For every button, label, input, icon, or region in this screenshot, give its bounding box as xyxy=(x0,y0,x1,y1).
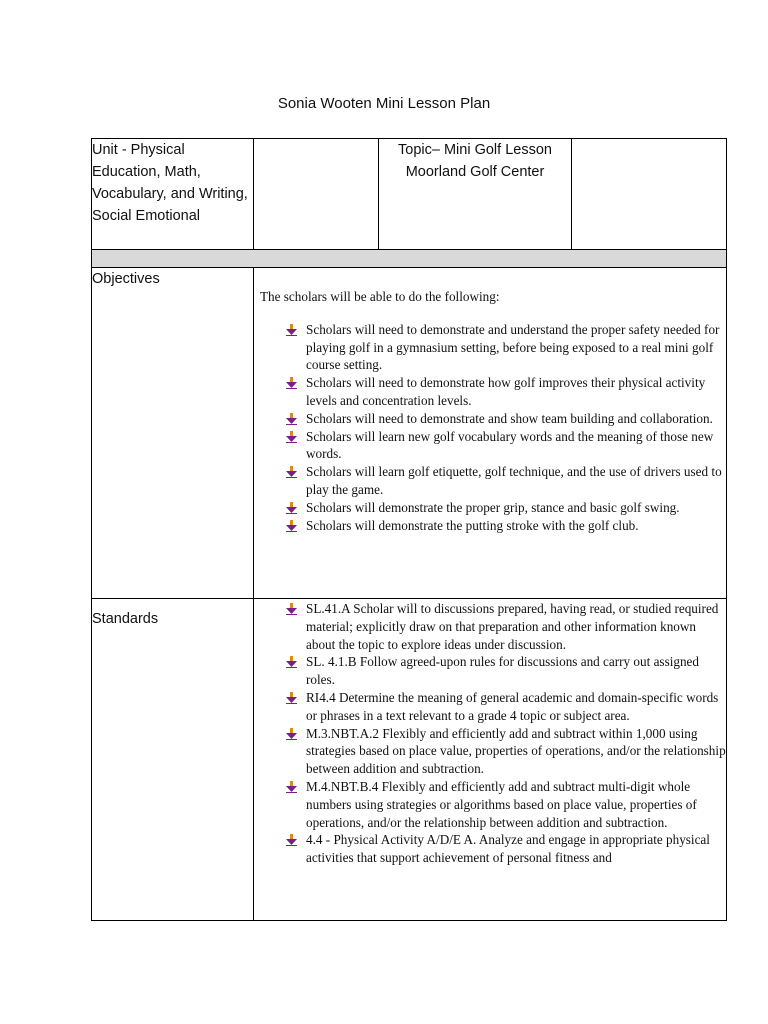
gray-separator-row xyxy=(92,250,727,268)
objectives-row xyxy=(92,268,727,599)
list-item xyxy=(284,463,726,499)
list-item xyxy=(284,321,726,374)
arrow-bullet-icon xyxy=(286,728,297,740)
standards-row xyxy=(92,599,727,921)
document-title: Sonia Wooten Mini Lesson Plan xyxy=(277,95,491,112)
list-item-text: Scholars will demonstrate the proper grip, stance and basic golf swing. xyxy=(306,499,680,515)
objectives-label: Objectives xyxy=(92,268,254,599)
list-item xyxy=(284,517,726,535)
list-item-text: Scholars will need to demonstrate and understand the proper safety needed for playing golf in a gymnasium setting, before being exposed to a real mini golf course setting. xyxy=(306,321,720,373)
arrow-bullet-icon xyxy=(286,466,297,478)
list-item-text: Scholars will need to demonstrate how golf improves their physical activity levels and concentration levels. xyxy=(306,375,706,408)
arrow-bullet-icon xyxy=(286,656,297,668)
list-item xyxy=(284,831,726,867)
arrow-bullet-icon xyxy=(286,520,297,532)
list-item xyxy=(284,428,726,464)
standards-list xyxy=(254,600,726,867)
arrow-bullet-icon xyxy=(286,431,297,443)
list-item-text: SL.41.A Scholar will to discussions prepared, having read, or studied required material; explicitly draw on that preparation and other information known about the topic to explore ideas under discussion. xyxy=(306,601,719,652)
arrow-bullet-icon xyxy=(286,377,297,389)
objectives-content xyxy=(254,268,727,599)
list-item-text: M.4.NBT.B.4 Flexibly and efficiently add and subtract multi-digit whole numbers using strategies or algorithms based on place value, properties of operations, and/or the relationship between addition and subtraction. xyxy=(306,778,697,830)
list-item-text: Scholars will learn golf etiquette, golf technique, and the use of drivers used to play the game. xyxy=(306,464,722,497)
list-item-text: RI4.4 Determine the meaning of general academic and domain-specific words or phrases in a text relevant to a grade 4 topic or subject area. xyxy=(306,689,719,723)
arrow-bullet-icon xyxy=(286,834,297,846)
topic-cell xyxy=(379,139,572,250)
list-item xyxy=(284,410,726,428)
standards-label: Standards xyxy=(92,599,254,921)
header-row xyxy=(92,139,727,250)
arrow-bullet-icon xyxy=(286,692,297,704)
list-item xyxy=(284,600,726,653)
empty-cell-1 xyxy=(254,139,379,250)
topic-line-1: Topic– Mini Golf Lesson xyxy=(398,142,552,158)
list-item xyxy=(284,653,726,689)
list-item-text: 4.4 - Physical Activity A/D/E A. Analyze and engage in appropriate physical activities that support achievement of personal fitness and xyxy=(306,832,710,866)
objectives-intro: The scholars will be able to do the following: xyxy=(260,289,500,304)
arrow-bullet-icon xyxy=(286,413,297,425)
gray-separator xyxy=(92,250,727,268)
list-item-text: Scholars will need to demonstrate and show team building and collaboration. xyxy=(306,410,713,426)
topic-line-2: Moorland Golf Center xyxy=(405,164,545,180)
empty-cell-2 xyxy=(572,139,727,250)
list-item-text: Scholars will demonstrate the putting stroke with the golf club. xyxy=(306,517,639,533)
list-item xyxy=(284,778,726,831)
list-item-text: SL. 4.1.B Follow agreed-upon rules for discussions and carry out assigned roles. xyxy=(306,654,699,688)
unit-cell xyxy=(92,139,254,250)
standards-content xyxy=(254,599,727,921)
list-item xyxy=(284,725,726,778)
list-item xyxy=(284,374,726,410)
lesson-plan-table xyxy=(91,138,727,921)
list-item xyxy=(284,689,726,725)
unit-text: Unit - Physical Education, Math, Vocabulary, and Writing, Social Emotional xyxy=(92,142,248,224)
arrow-bullet-icon xyxy=(286,324,297,336)
arrow-bullet-icon xyxy=(286,603,297,615)
list-item xyxy=(284,499,726,517)
arrow-bullet-icon xyxy=(286,502,297,514)
arrow-bullet-icon xyxy=(286,781,297,793)
objectives-list xyxy=(254,321,726,535)
list-item-text: M.3.NBT.A.2 Flexibly and efficiently add and subtract within 1,000 using strategies based on place value, properties of operations, and/or the relationship between addition and subtraction. xyxy=(306,725,726,777)
list-item-text: Scholars will learn new golf vocabulary words and the meaning of those new words. xyxy=(306,428,714,462)
